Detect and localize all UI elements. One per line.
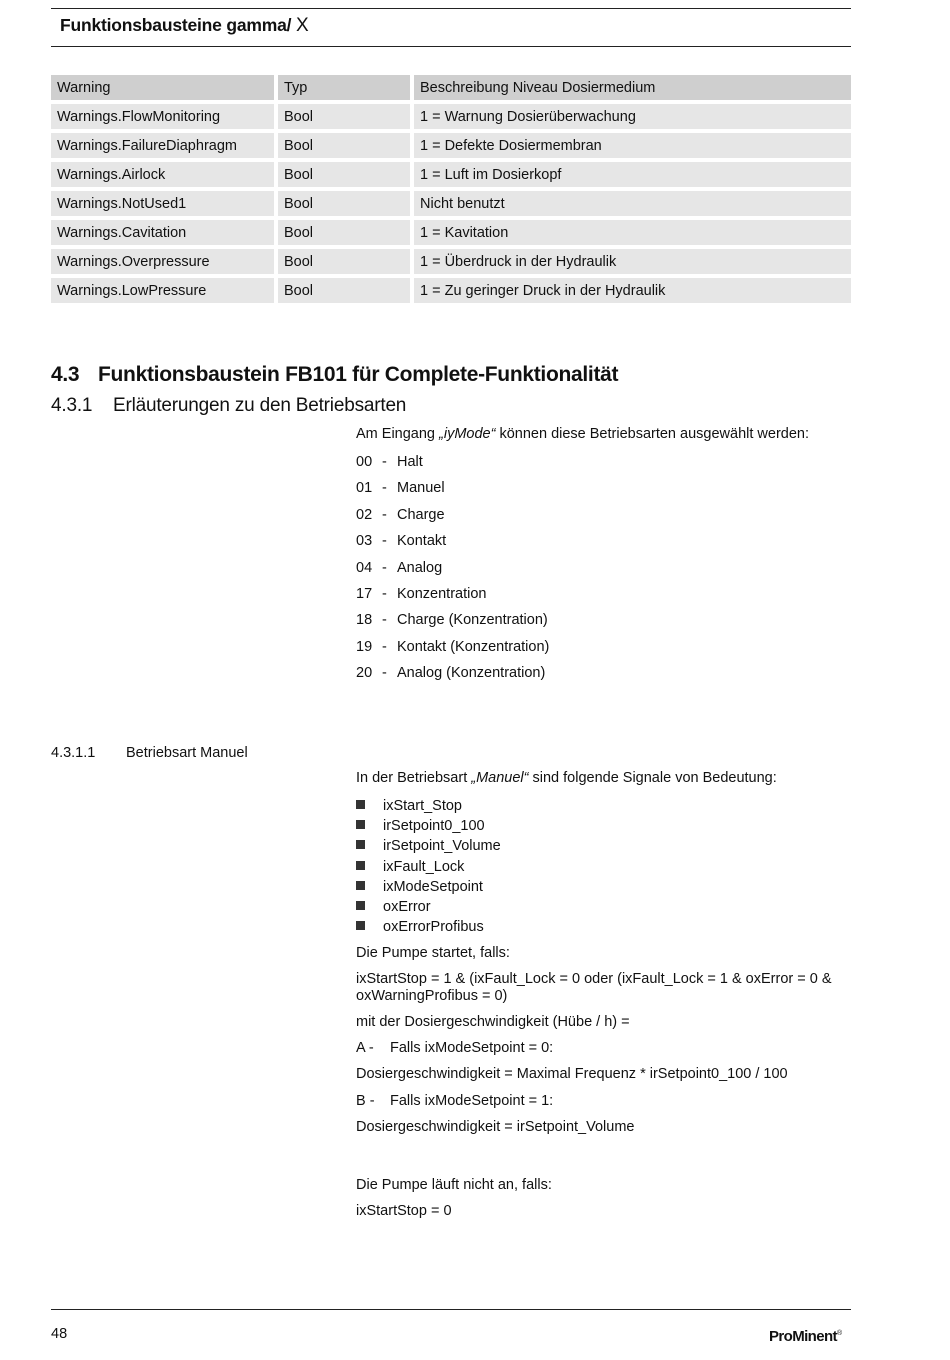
- mode-name: Charge: [397, 506, 445, 523]
- table-cell: Warnings.NotUsed1: [51, 191, 278, 220]
- warnings-table-body: [51, 104, 851, 307]
- mode-item: [356, 637, 549, 663]
- mode-name: Charge (Konzentration): [397, 612, 548, 629]
- mode-item: [356, 505, 549, 531]
- modes-intro: Am Eingang „iyMode“ können diese Betriebsarten ausgewählt werden:: [356, 426, 809, 442]
- mode-name: Kontakt (Konzentration): [397, 638, 550, 655]
- signal-name: oxError: [383, 898, 431, 915]
- signal-item: [356, 918, 501, 938]
- header-bottom-rule: [51, 46, 851, 47]
- table-row: [51, 249, 851, 278]
- column-header: Typ: [278, 75, 414, 104]
- mode-separator: -: [382, 585, 387, 602]
- subsection-heading: 4.3.1 Erläuterungen zu den Betriebsarten: [51, 395, 407, 416]
- square-bullet-icon: [356, 921, 365, 930]
- table-row: [51, 162, 851, 191]
- mode-item: [356, 558, 549, 584]
- signal-item: [356, 898, 501, 918]
- mode-separator: -: [382, 612, 387, 629]
- mode-code: 18: [356, 612, 373, 629]
- signal-item: [356, 797, 501, 817]
- case-a: A - Falls ixModeSetpoint = 0:: [356, 1040, 554, 1056]
- mode-name: Analog (Konzentration): [397, 665, 546, 682]
- table-cell: Bool: [278, 162, 414, 191]
- mode-separator: -: [382, 665, 387, 682]
- prominent-logo: ProMinent®: [769, 1328, 842, 1345]
- mode-code: 02: [356, 506, 373, 523]
- mode-separator: -: [382, 533, 387, 550]
- mode-separator: -: [382, 480, 387, 497]
- square-bullet-icon: [356, 881, 365, 890]
- mode-code: 19: [356, 638, 373, 655]
- column-header: Warning: [51, 75, 278, 104]
- table-cell: Warnings.Cavitation: [51, 220, 278, 249]
- case-b: B - Falls ixModeSetpoint = 1:: [356, 1093, 554, 1109]
- mode-name: Halt: [397, 454, 423, 470]
- start-condition-text: ixStartStop = 1 & (ixFault_Lock = 0 oder (ixFault_Lock = 1 & oxError = 0 & oxWarningProfibus = 0): [356, 971, 832, 1004]
- signal-name: ixModeSetpoint: [383, 878, 483, 895]
- stop-condition-text: ixStartStop = 0: [356, 1203, 452, 1219]
- mode-separator: -: [382, 559, 387, 576]
- manual-intro: In der Betriebsart „Manuel“ sind folgende Signale von Bedeutung:: [356, 770, 777, 786]
- signal-item: [356, 858, 501, 878]
- signal-name: irSetpoint_Volume: [383, 838, 501, 855]
- signal-item: [356, 837, 501, 857]
- table-row: [51, 220, 851, 249]
- mode-name: Kontakt: [397, 533, 447, 550]
- modes-list: [356, 452, 549, 690]
- table-row: [51, 191, 851, 220]
- table-cell: 1 = Warnung Dosierüberwachung: [414, 104, 851, 133]
- mode-separator: -: [382, 638, 387, 655]
- section-heading: 4.3 Funktionsbaustein FB101 für Complete-Funktionalität: [51, 363, 619, 386]
- mode-name: Manuel: [397, 480, 445, 497]
- mode-code: 17: [356, 585, 373, 602]
- square-bullet-icon: [356, 861, 365, 870]
- table-row: [51, 278, 851, 307]
- mode-code: 03: [356, 533, 373, 550]
- table-cell: Warnings.FlowMonitoring: [51, 104, 278, 133]
- column-header: Beschreibung Niveau Dosiermedium: [414, 75, 851, 104]
- warnings-table: [51, 75, 851, 307]
- header-top-rule: [51, 8, 851, 9]
- case-a-label: A -: [356, 1040, 374, 1056]
- table-header-row: [51, 75, 851, 104]
- square-bullet-icon: [356, 800, 365, 809]
- table-cell: Warnings.LowPressure: [51, 278, 278, 307]
- mode-item: [356, 584, 549, 610]
- table-cell: 1 = Überdruck in der Hydraulik: [414, 249, 851, 278]
- table-cell: 1 = Defekte Dosiermembran: [414, 133, 851, 162]
- square-bullet-icon: [356, 840, 365, 849]
- table-cell: Bool: [278, 191, 414, 220]
- mode-item: [356, 663, 549, 689]
- table-cell: Warnings.Overpressure: [51, 249, 278, 278]
- mode-item: [356, 610, 549, 636]
- mode-code: 04: [356, 559, 373, 576]
- table-cell: 1 = Zu geringer Druck in der Hydraulik: [414, 278, 851, 307]
- mode-item: [356, 531, 549, 557]
- table-cell: Bool: [278, 278, 414, 307]
- case-b-formula: Dosiergeschwindigkeit = irSetpoint_Volume: [356, 1119, 635, 1135]
- signal-name: ixFault_Lock: [383, 858, 465, 875]
- signal-name: oxErrorProfibus: [383, 919, 484, 936]
- mode-name: Konzentration: [397, 585, 487, 602]
- mode-code: 00: [356, 454, 373, 470]
- mode-item: [356, 478, 549, 504]
- table-cell: Nicht benutzt: [414, 191, 851, 220]
- mode-separator: -: [382, 506, 387, 523]
- mode-item: [356, 452, 549, 478]
- running-header-title: Funktionsbausteine gamma/ X: [60, 15, 309, 36]
- table-cell: Warnings.Airlock: [51, 162, 278, 191]
- table-cell: 1 = Kavitation: [414, 220, 851, 249]
- table-cell: 1 = Luft im Dosierkopf: [414, 162, 851, 191]
- case-a-formula: Dosiergeschwindigkeit = Maximal Frequenz * irSetpoint0_100 / 100: [356, 1066, 788, 1082]
- signal-name: irSetpoint0_100: [383, 818, 485, 835]
- mode-name: Analog: [397, 559, 443, 576]
- square-bullet-icon: [356, 901, 365, 910]
- table-cell: Bool: [278, 133, 414, 162]
- mode-code: 20: [356, 665, 373, 682]
- signal-item: [356, 878, 501, 898]
- case-b-label: B -: [356, 1093, 375, 1109]
- signal-item: [356, 817, 501, 837]
- square-bullet-icon: [356, 820, 365, 829]
- table-row: [51, 104, 851, 133]
- subsubsection-heading: 4.3.1.1 Betriebsart Manuel: [51, 745, 248, 761]
- table-cell: Bool: [278, 104, 414, 133]
- page-number: 48: [51, 1326, 68, 1342]
- signal-name: ixStart_Stop: [383, 798, 462, 814]
- table-cell: Bool: [278, 249, 414, 278]
- pump-not-start-text: Die Pumpe läuft nicht an, falls:: [356, 1177, 552, 1193]
- footer-rule: [51, 1309, 851, 1310]
- mode-code: 01: [356, 480, 373, 497]
- table-cell: Warnings.FailureDiaphragm: [51, 133, 278, 162]
- signal-list: [356, 797, 501, 938]
- table-cell: Bool: [278, 220, 414, 249]
- pump-starts-text: Die Pumpe startet, falls:: [356, 945, 510, 961]
- speed-intro-text: mit der Dosiergeschwindigkeit (Hübe / h) =: [356, 1014, 630, 1030]
- mode-separator: -: [382, 454, 387, 470]
- table-row: [51, 133, 851, 162]
